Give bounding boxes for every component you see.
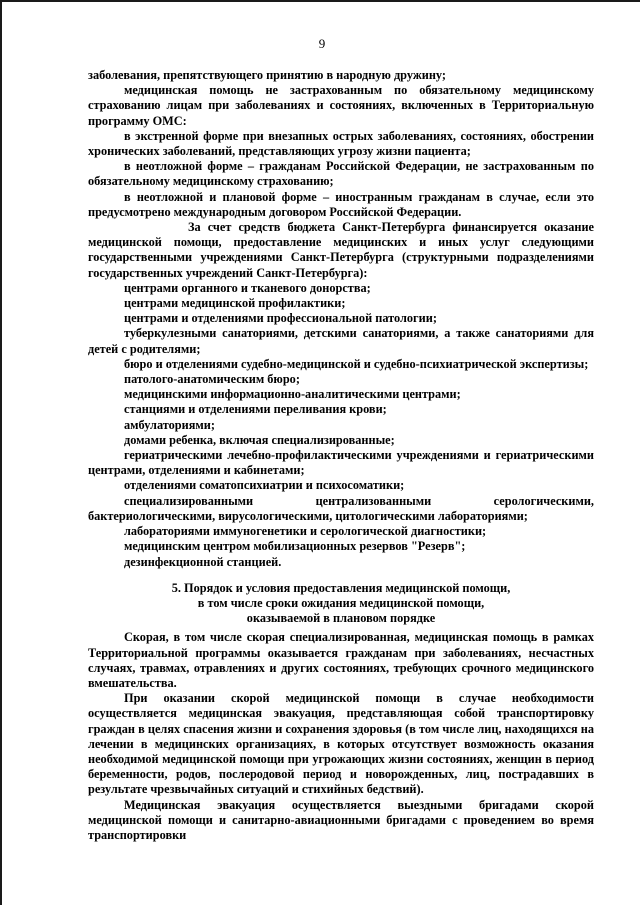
list-item: медицинским центром мобилизационных резервов "Резерв"; xyxy=(124,539,466,554)
list-item: бюро и отделениями судебно-медицинской и судебно-психиатрической экспертизы; xyxy=(124,356,589,371)
list-item: лабораториями иммуногенетики и серологической диагностики; xyxy=(124,524,487,539)
paragraph: в неотложной и плановой форме – иностранным гражданам в случае, если это предусмотрено международным договором Российской Федерации. xyxy=(88,189,594,219)
list-item: патолого-анатомическим бюро; xyxy=(124,372,300,387)
paragraph: При оказании скорой медицинской помощи в случае необходимости осуществляется медицинская эвакуация, представляющая собой транспортировку граждан в целях спасения жизни и сохранения здоровья (в том числе лиц, находящихся на лечении в медицинских организациях, в которых отсутствует возможность оказания необходимой медицинской помощи при угрожающих жизни состояниях, женщин в период беременности, родов, послеродовой период и новорожденных, лиц, пострадавших в результате чрезвычайных ситуаций и стихийных бедствий). xyxy=(88,691,594,797)
list-item: центрами медицинской профилактики; xyxy=(124,296,346,311)
list-item: отделениями соматопсихиатрии и психосоматики; xyxy=(124,478,405,493)
list-item: гериатрическими лечебно-профилактическими учреждениями и гериатрическими центрами, отделениями и кабинетами; xyxy=(88,448,594,478)
budget-paragraph: За счет средств бюджета Санкт-Петербурга финансируется оказание медицинской помощи, предоставление медицинских и иных услуг следующими государственными учреждениями Санкт-Петербурга (структурными подразделениями государственных учреждений Санкт-Петербурга): xyxy=(88,220,594,280)
paragraph: в экстренной форме при внезапных острых заболеваниях, состояниях, обострении хронических заболеваний, представляющих угрозу жизни пациента; xyxy=(88,128,594,159)
list-item: амбулаториями; xyxy=(124,417,215,432)
list-item: дезинфекционной станцией. xyxy=(124,554,282,569)
paragraph: заболевания, препятствующего принятию в народную дружину; xyxy=(88,68,446,82)
section-heading-line: 5. Порядок и условия предоставления медицинской помощи, xyxy=(171,580,511,595)
institutions-list xyxy=(88,281,594,570)
list-item: специализированными централизованными серологическими, бактериологическими, вирусологическими, цитологическими лабораториями; xyxy=(88,493,594,523)
paragraph: Медицинская эвакуация осуществляется выездными бригадами скорой медицинской помощи и санитарно-авиационными бригадами с проведением во время транспортировки xyxy=(88,797,594,842)
section-heading-line: оказываемой в плановом порядке xyxy=(246,611,436,626)
document-body xyxy=(88,68,594,843)
list-item: станциями и отделениями переливания крови; xyxy=(124,402,387,417)
list-item: домами ребенка, включая специализированные; xyxy=(124,432,395,447)
list-item: центрами и отделениями профессиональной патологии; xyxy=(124,311,437,326)
list-item: медицинскими информационно-аналитическими центрами; xyxy=(124,387,461,402)
section-heading-line: в том числе сроки ожидания медицинской помощи, xyxy=(197,595,485,610)
list-item: центрами органного и тканевого донорства; xyxy=(124,280,371,295)
paragraph: Скорая, в том числе скорая специализированная, медицинская помощь в рамках Территориальной программы оказывается гражданам при заболеваниях, несчастных случаях, травмах, отравлениях и других состояниях, требующих срочного медицинского вмешательства. xyxy=(88,630,594,690)
list-item: туберкулезными санаториями, детскими санаториями, а также санаториями для детей с родителями; xyxy=(88,326,594,356)
paragraph: в неотложной форме – гражданам Российской Федерации, не застрахованным по обязательному медицинскому страхованию; xyxy=(88,159,594,189)
paragraph: медицинская помощь не застрахованным по обязательному медицинскому страхованию лицам при заболеваниях и состояниях, включенных в Территориальную программу ОМС: xyxy=(88,83,594,128)
section-heading xyxy=(88,581,594,627)
page-number: 9 xyxy=(318,36,326,51)
